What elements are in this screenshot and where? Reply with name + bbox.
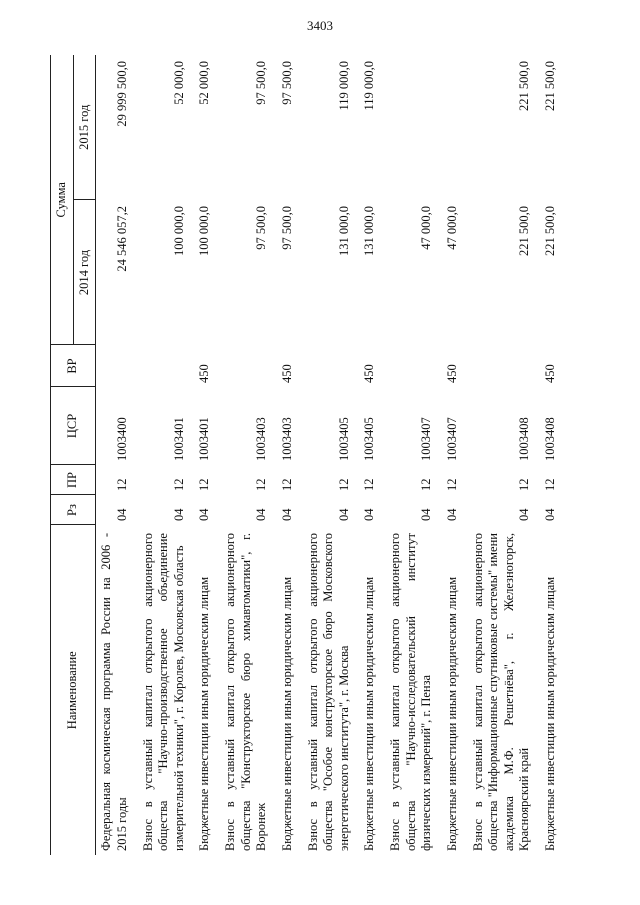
row-rz: 04 <box>543 508 557 521</box>
header-csr: ЦСР <box>51 387 96 465</box>
row-sum-2014: 97 500,0 <box>254 206 269 250</box>
row-sum-2015: 97 500,0 <box>279 61 294 105</box>
row-pr: 12 <box>362 478 377 491</box>
row-sum-2014: 221 500,0 <box>517 206 532 256</box>
row-csr: 1003401 <box>197 417 212 461</box>
rotated-page-content <box>50 55 620 855</box>
row-csr: 1003408 <box>517 417 532 461</box>
header-rz: Рз <box>51 495 96 525</box>
row-rz: 04 <box>444 508 459 521</box>
row-sum-2015: 221 500,0 <box>517 61 532 111</box>
header-2014: 2014 год <box>73 200 96 345</box>
row-sum-2015: 97 500,0 <box>254 61 269 105</box>
row-vr: 450 <box>362 364 377 383</box>
row-vr <box>381 345 438 387</box>
row-pr: 12 <box>114 478 129 491</box>
row-sum-2015 <box>438 55 464 200</box>
table-row <box>464 55 537 855</box>
header-2015: 2015 год <box>73 55 96 200</box>
row-rz: 04 <box>114 508 129 521</box>
row-rz: 04 <box>362 508 377 521</box>
table-row <box>381 55 438 855</box>
row-pr: 12 <box>197 478 212 491</box>
row-name: Взнос в уставный капитал открытого акционерного общества "Научно-исследовательский институт физических измерений", г. Пенза <box>388 533 434 851</box>
row-rz: 04 <box>171 508 186 521</box>
row-csr: 1003407 <box>419 417 434 461</box>
table-row <box>438 55 464 855</box>
row-csr: 1003408 <box>543 417 557 461</box>
table-row <box>355 55 381 855</box>
row-rz: 04 <box>517 508 532 521</box>
row-sum-2014: 47 000,0 <box>419 206 434 250</box>
row-name: Взнос в уставный капитал открытого акционерного общества "Информационные спутниковые системы" имени академика М.Ф. Решетнёва", г. Железногорск, Красноярский край <box>470 533 532 851</box>
row-vr: 450 <box>444 364 459 383</box>
page-number: 3403 <box>307 18 333 33</box>
row-sum-2014: 221 500,0 <box>543 206 557 256</box>
table-row <box>190 55 216 855</box>
row-sum-2015: 119 000,0 <box>336 61 351 111</box>
header-sum: Сумма <box>51 55 74 345</box>
row-sum-2014: 24 546 057,2 <box>114 206 129 272</box>
row-sum-2014: 100 000,0 <box>171 206 186 256</box>
row-vr: 450 <box>279 364 294 383</box>
header-pr: ПР <box>51 465 96 495</box>
row-csr: 1003400 <box>114 417 129 461</box>
row-vr <box>216 345 273 387</box>
table-row <box>536 55 562 855</box>
table-row <box>299 55 356 855</box>
row-rz: 04 <box>279 508 294 521</box>
row-name: Федеральная космическая программа России на 2006 - 2015 годы <box>99 533 129 851</box>
row-vr <box>299 345 356 387</box>
row-name: Бюджетные инвестиции иным юридическим лицам <box>279 576 294 851</box>
row-name: Бюджетные инвестиции иным юридическим лицам <box>197 576 212 851</box>
row-vr <box>464 345 537 387</box>
row-pr: 12 <box>171 478 186 491</box>
row-name: Бюджетные инвестиции иным юридическим лицам <box>543 576 557 851</box>
row-sum-2015: 29 999 500,0 <box>114 61 129 127</box>
row-name: Бюджетные инвестиции иным юридическим лицам <box>444 576 459 851</box>
row-pr: 12 <box>543 478 557 491</box>
row-csr: 1003403 <box>254 417 269 461</box>
row-vr <box>96 345 134 387</box>
table-row <box>134 55 191 855</box>
row-rz: 04 <box>336 508 351 521</box>
table-row <box>273 55 299 855</box>
table-header <box>51 55 96 855</box>
row-pr: 12 <box>336 478 351 491</box>
row-pr: 12 <box>444 478 459 491</box>
row-pr: 12 <box>517 478 532 491</box>
row-sum-2015: 52 000,0 <box>171 61 186 105</box>
row-sum-2014: 97 500,0 <box>279 206 294 250</box>
row-csr: 1003405 <box>336 417 351 461</box>
row-sum-2015: 119 000,0 <box>362 61 377 111</box>
row-sum-2015: 221 500,0 <box>543 61 557 111</box>
row-csr: 1003401 <box>171 417 186 461</box>
table-row <box>96 55 134 855</box>
row-name: Взнос в уставный капитал открытого акционерного общества "Особое конструкторское бюро Московского энергетического института", г. Москва <box>305 533 351 851</box>
row-sum-2014: 100 000,0 <box>197 206 212 256</box>
row-name: Взнос в уставный капитал открытого акционерного общества "Научно-производственное объединение измерительной техники", г. Королев, Московская область <box>140 533 186 851</box>
row-csr: 1003405 <box>362 417 377 461</box>
row-csr: 1003403 <box>279 417 294 461</box>
row-name: Бюджетные инвестиции иным юридическим лицам <box>362 576 377 851</box>
row-rz: 04 <box>419 508 434 521</box>
header-vr: ВР <box>51 345 96 387</box>
header-name: Наименование <box>51 525 96 855</box>
row-sum-2014: 131 000,0 <box>362 206 377 256</box>
table-row <box>216 55 273 855</box>
row-rz: 04 <box>254 508 269 521</box>
row-sum-2015: 52 000,0 <box>197 61 212 105</box>
row-sum-2015 <box>381 55 438 200</box>
row-vr <box>134 345 191 387</box>
row-csr: 1003407 <box>444 417 459 461</box>
table-body <box>96 55 562 855</box>
budget-table <box>50 55 562 855</box>
row-vr: 450 <box>197 364 212 383</box>
row-vr: 450 <box>543 364 557 383</box>
row-name: Взнос в уставный капитал открытого акционерного общества "Конструкторское бюро химавтоматики", г. Воронеж <box>223 533 269 851</box>
row-pr: 12 <box>419 478 434 491</box>
row-rz: 04 <box>197 508 212 521</box>
row-sum-2014: 131 000,0 <box>336 206 351 256</box>
row-pr: 12 <box>279 478 294 491</box>
row-pr: 12 <box>254 478 269 491</box>
row-sum-2014: 47 000,0 <box>444 206 459 250</box>
